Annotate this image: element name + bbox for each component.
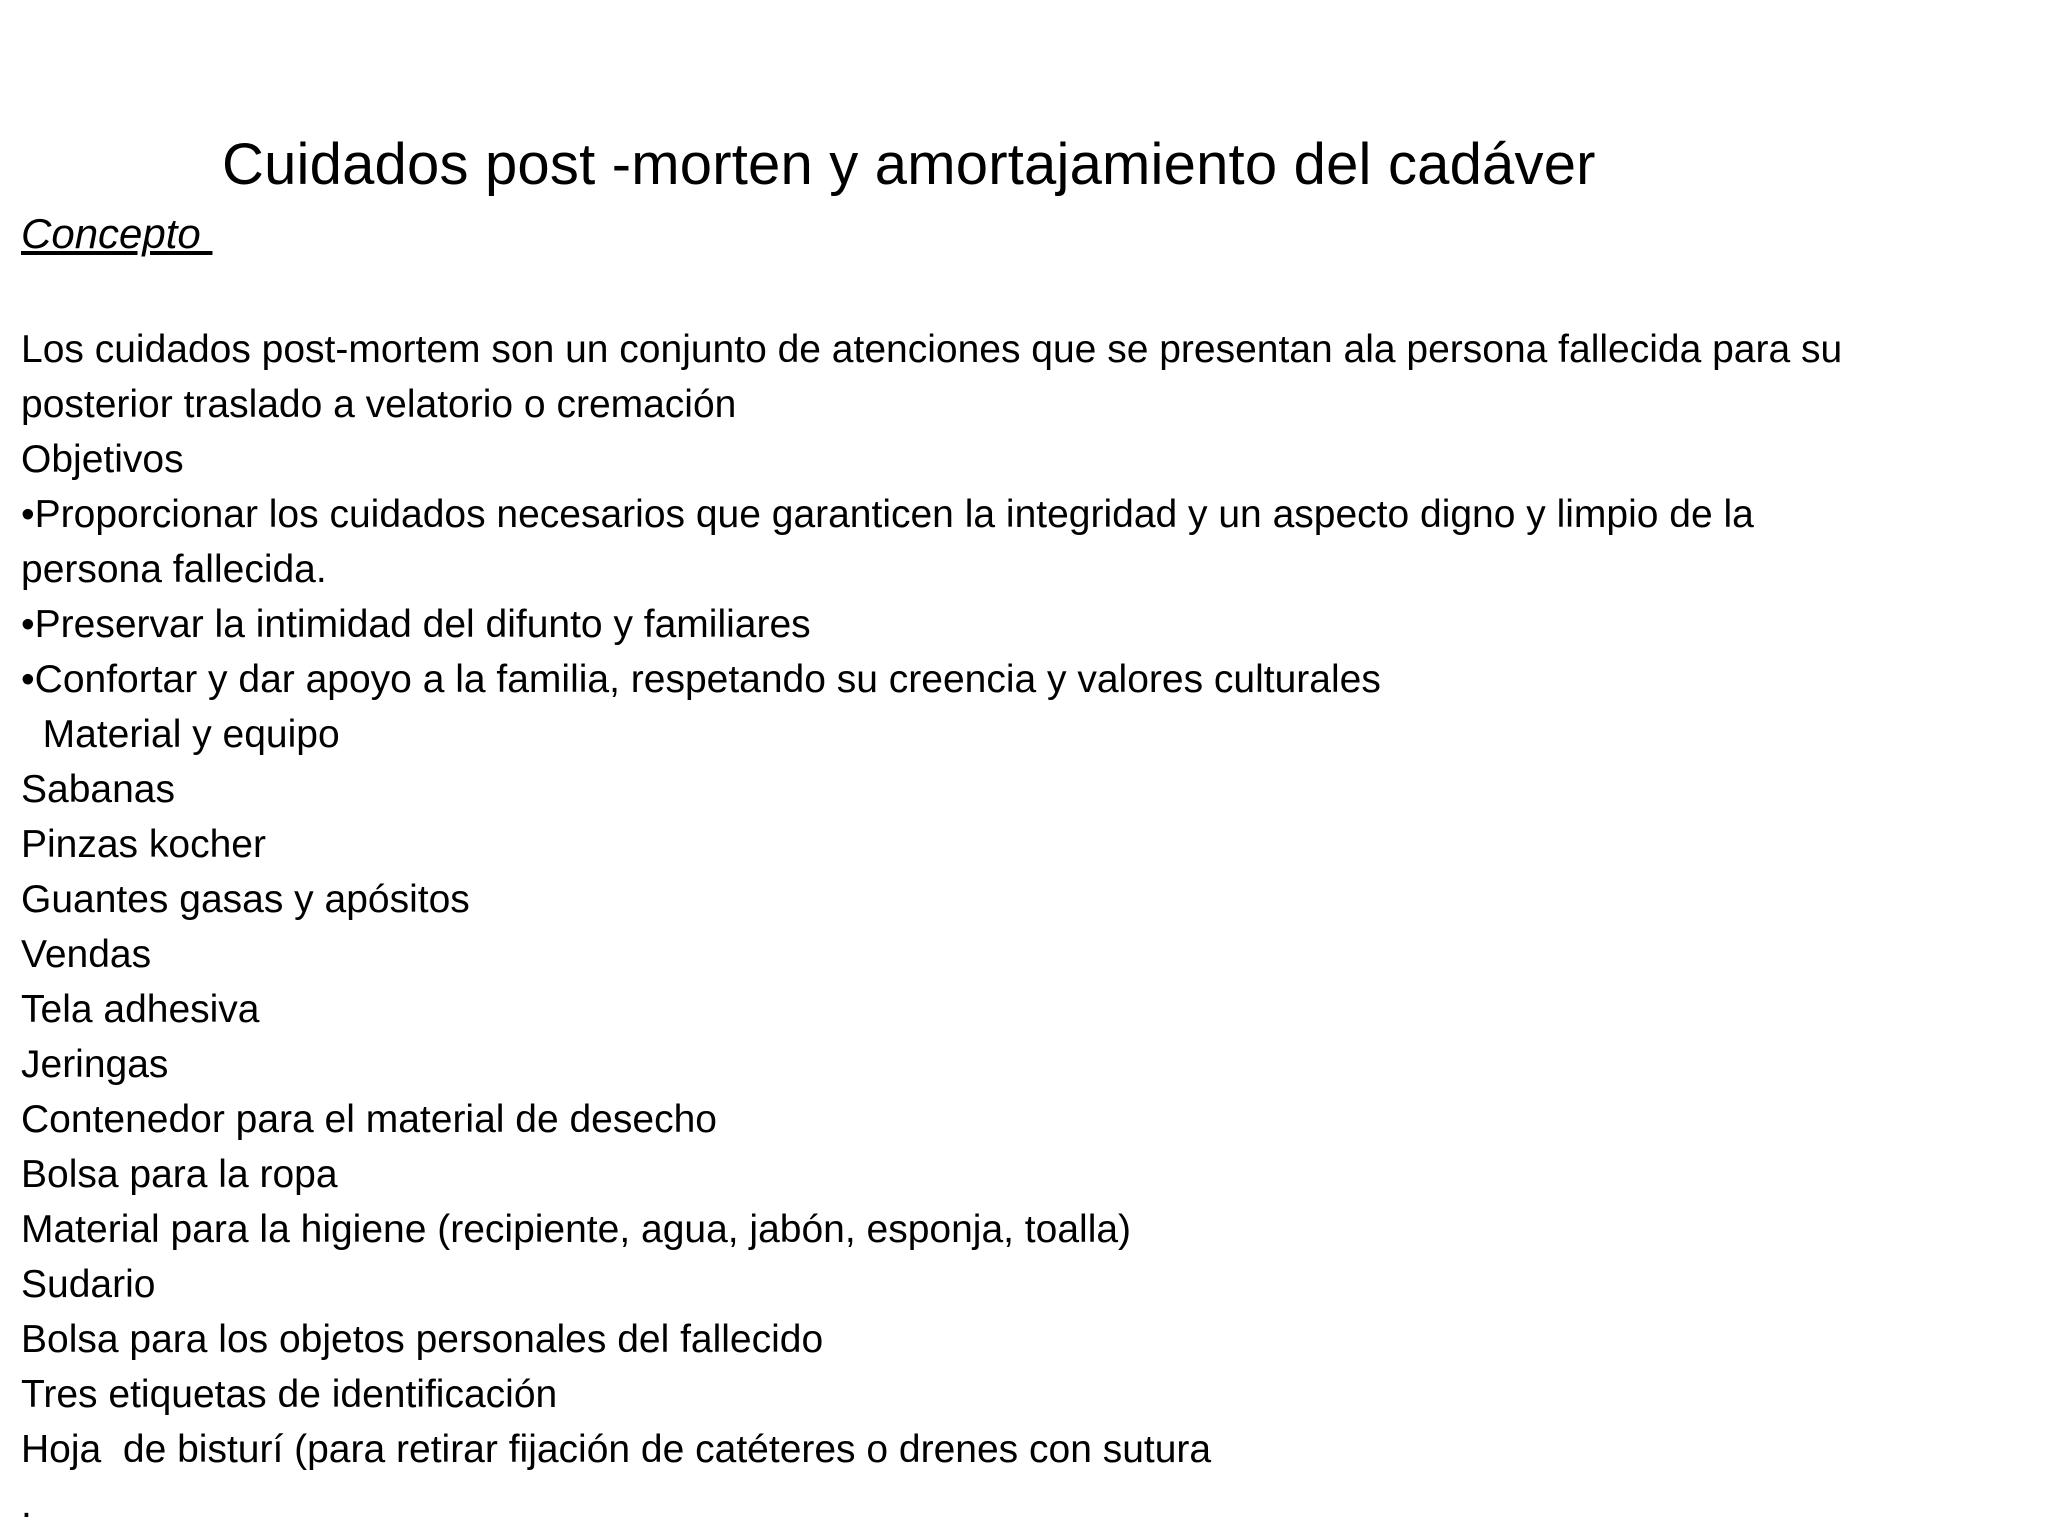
material-item: Pinzas kocher	[21, 823, 266, 866]
material-item: Bolsa para la ropa	[21, 1153, 338, 1196]
material-item: Guantes gasas y apósitos	[21, 878, 470, 921]
material-item: Jeringas	[21, 1043, 169, 1086]
objective-item-1: •Proporcionar los cuidados necesarios que garanticen la integridad y un aspecto digno y limpio de la	[21, 493, 1754, 536]
objective-item-3: •Confortar y dar apoyo a la familia, respetando su creencia y valores culturales	[21, 658, 1381, 701]
concept-text-line-1: Los cuidados post-mortem son un conjunto de atenciones que se presentan ala persona fallecida para su	[21, 328, 1843, 371]
material-item: Material para la higiene (recipiente, agua, jabón, esponja, toalla)	[21, 1208, 1132, 1251]
material-item: Sudario	[21, 1263, 156, 1306]
material-item: Hoja de bisturí (para retirar fijación de catéteres o drenes con sutura	[21, 1428, 1212, 1471]
material-item: Bolsa para los objetos personales del fallecido	[21, 1318, 824, 1361]
material-item: Contenedor para el material de desecho	[21, 1098, 717, 1141]
document-body	[21, 322, 2011, 1532]
material-item: Vendas	[21, 933, 152, 976]
trailing-period: .	[21, 1483, 32, 1526]
page-title: Cuidados post -morten y amortajamiento del cadáver	[222, 132, 1596, 197]
concept-text-line-2: posterior traslado a velatorio o cremación	[21, 383, 737, 426]
material-item: Sabanas	[21, 768, 175, 811]
objectives-heading: Objetivos	[21, 438, 184, 481]
objective-item-2: •Preservar la intimidad del difunto y familiares	[21, 603, 811, 646]
materials-heading: Material y equipo	[21, 713, 340, 756]
material-item: Tela adhesiva	[21, 988, 260, 1031]
concept-heading: Concepto	[21, 210, 213, 257]
objective-item-1-continued: persona fallecida.	[21, 548, 327, 591]
material-item: Tres etiquetas de identificación	[21, 1373, 558, 1416]
